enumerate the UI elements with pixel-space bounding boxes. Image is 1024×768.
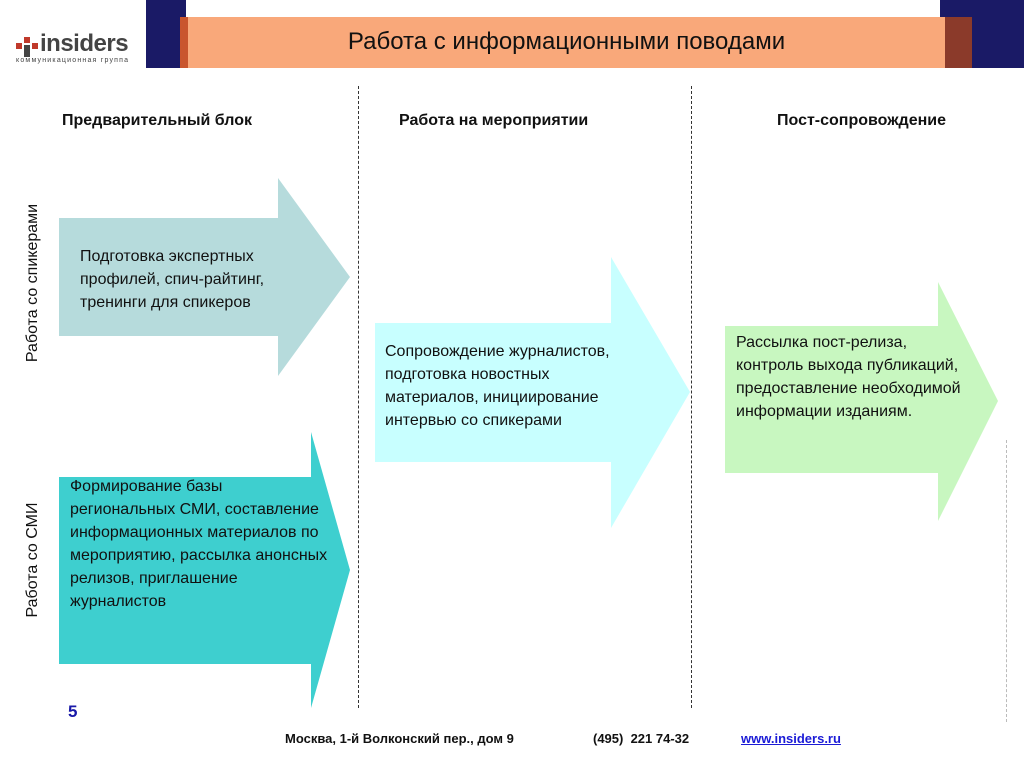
page-title: Работа с информационными поводами: [347, 28, 786, 55]
footer-address: Москва, 1-й Волконский пер., дом 9: [285, 731, 514, 746]
page-number: 5: [68, 702, 78, 721]
box-media-pre-text: Формирование базы региональных СМИ, составление информационных материалов по мероприятию, рассылка анонсных релизов, приглашение журналистов: [70, 478, 328, 610]
column-header-pre: Предварительный блок: [62, 112, 253, 129]
logo-name: insiders: [40, 30, 129, 57]
column-header-event: Работа на мероприятии: [399, 112, 589, 129]
footer-phone: (495) 221 74-32: [593, 731, 690, 746]
row-label-speakers: Работа со спикерами: [24, 203, 41, 363]
box-post-text: Рассылка пост-релиза, контроль выхода публикаций, предоставление необходимой информации изданиям.: [736, 334, 961, 420]
box-event-text: Сопровождение журналистов, подготовка новостных материалов, инициирование интервью со спикерами: [385, 343, 610, 429]
footer-website-link[interactable]: www.insiders.ru: [741, 731, 841, 746]
box-speakers-pre-text: Подготовка экспертных профилей, спич-райтинг, тренинги для спикеров: [80, 248, 265, 311]
logo-subtitle: коммуникационная группа: [16, 57, 130, 64]
row-label-media: Работа со СМИ: [24, 502, 41, 618]
column-header-post: Пост-сопровождение: [777, 112, 946, 129]
